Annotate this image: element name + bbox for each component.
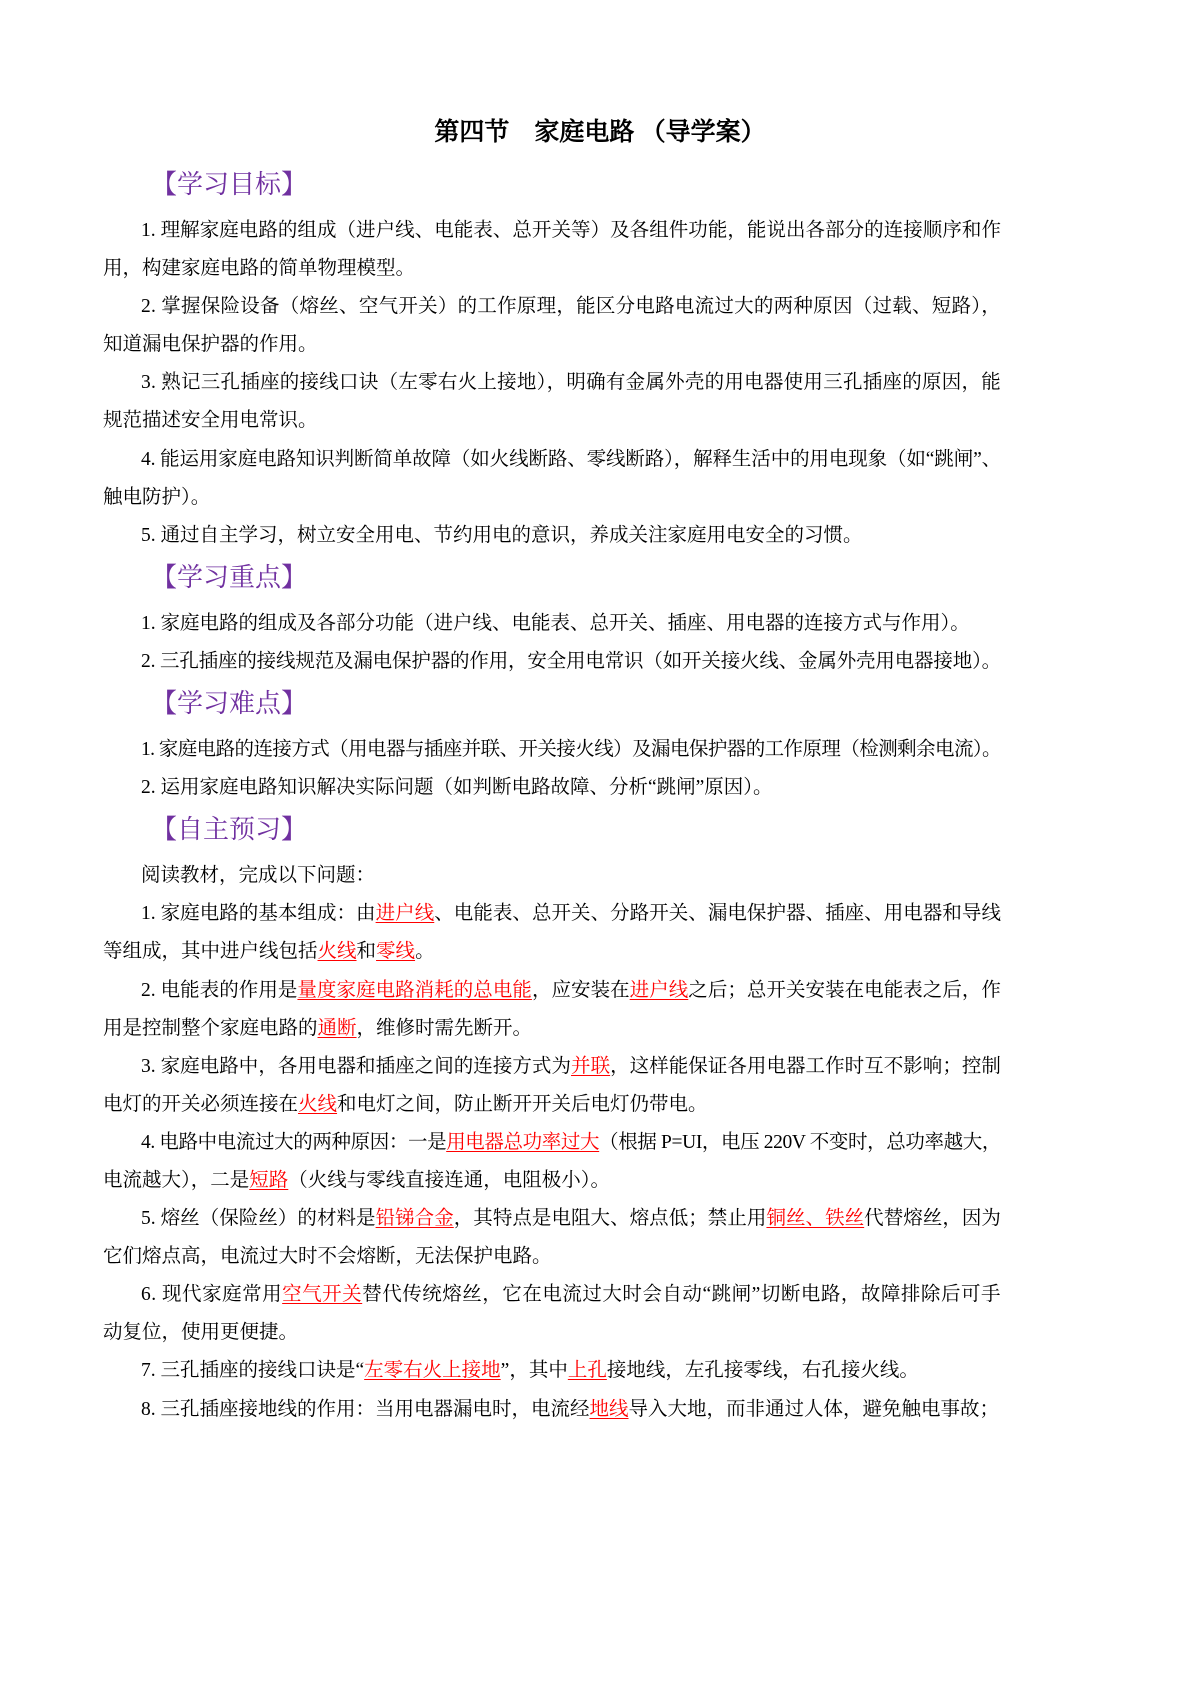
text-run: 代替熔丝，因为: [864, 1208, 1001, 1230]
text-line: [103, 895, 1001, 933]
line-text: [141, 980, 1001, 1001]
text-line: [103, 857, 1001, 895]
text-run: ，维修时需先断开。: [356, 1017, 533, 1039]
line-text: [141, 865, 375, 886]
text-line: [103, 288, 1001, 326]
line-text: [141, 777, 773, 798]
list-item: [103, 212, 1001, 288]
text-run: 5. 熔丝（保险丝）的材料是: [141, 1208, 376, 1230]
text-run: ，其特点是电阻大、熔点低；禁止用: [453, 1208, 767, 1230]
key-points-section: [103, 555, 1001, 681]
section-heading: 【学习难点】: [151, 689, 308, 719]
line-text: [103, 258, 415, 279]
line-text: [141, 613, 970, 634]
answer-blank: 火线: [317, 941, 357, 963]
list-item: [103, 1391, 1001, 1429]
text-run: 4. 能运用家庭电路知识判断简单故障（如火线断路、零线断路），解释生活中的用电现象（如“跳闸”、: [141, 448, 1001, 470]
text-run: 规范描述安全用电常识。: [103, 410, 318, 432]
answer-blank: 用电器总功率过大: [446, 1131, 600, 1153]
answer-blank: 并联: [571, 1055, 611, 1077]
line-text: [141, 651, 1001, 672]
answer-blank: 空气开关: [282, 1284, 363, 1306]
text-run: （火线与零线直接连通，电阻极小）。: [288, 1169, 611, 1191]
list-item: [103, 364, 1001, 440]
text-run: 8. 三孔插座接地线的作用：当用电器漏电时，电流经: [141, 1398, 590, 1420]
line-text: [141, 296, 1001, 317]
text-line: [103, 1086, 1001, 1124]
text-run: 阅读教材，完成以下问题：: [141, 865, 376, 887]
text-run: 5. 通过自主学习，树立安全用电、节约用电的意识，养成关注家庭用电安全的习惯。: [141, 524, 863, 546]
text-line: [103, 972, 1001, 1010]
list-item: [103, 1352, 1001, 1390]
text-run: 7. 三孔插座的接线口诀是“: [141, 1360, 365, 1382]
text-line: [103, 769, 1001, 807]
answer-blank: 铜丝、铁丝: [766, 1208, 865, 1230]
text-run: 3. 熟记三孔插座的接线口诀（左零右火上接地），明确有金属外壳的用电器使用三孔插座的原因，能: [141, 372, 1001, 394]
line-text: [141, 525, 863, 546]
answer-blank: 火线: [298, 1093, 338, 1115]
line-text: [141, 903, 1001, 924]
line-text: [141, 1132, 1001, 1153]
answer-blank: 通断: [317, 1017, 357, 1039]
answer-blank: 进户线: [375, 903, 435, 925]
text-run: 导入大地，而非通过人体，避免触电事故；: [628, 1398, 1000, 1420]
text-line: [103, 1010, 1001, 1048]
text-run: 1. 理解家庭电路的组成（进户线、电能表、总开关等）及各组件功能，能说出各部分的连接顺序和作: [141, 220, 1001, 241]
line-text: [141, 449, 1001, 470]
text-line: [103, 402, 1001, 440]
text-run: 4. 电路中电流过大的两种原因：一是: [141, 1131, 447, 1153]
line-text: [141, 1284, 1001, 1305]
text-line: [103, 933, 1001, 971]
preview-section: [103, 807, 1001, 1428]
text-line: [103, 731, 1001, 769]
line-text: [103, 1246, 552, 1267]
section-heading: 【学习目标】: [151, 170, 308, 199]
text-run: 触电防护）。: [103, 486, 211, 508]
answer-blank: 地线: [589, 1398, 629, 1420]
line-text: [103, 1322, 298, 1343]
text-run: 1. 家庭电路的组成及各部分功能（进户线、电能表、总开关、插座、用电器的连接方式与作用）。: [141, 612, 970, 634]
page-title: 第四节 家庭电路 （导学案）: [434, 119, 766, 146]
section-heading: 【自主预习】: [151, 815, 308, 845]
text-line: [103, 1048, 1001, 1086]
text-run: 1. 家庭电路的基本组成：由: [141, 903, 376, 925]
line-text: [103, 941, 435, 962]
line-text: [103, 1094, 708, 1115]
text-run: 和: [356, 941, 377, 963]
text-line: [103, 517, 1001, 555]
list-item: [103, 1048, 1001, 1124]
text-run: 动复位，使用更便捷。: [103, 1322, 299, 1344]
line-text: [141, 1360, 919, 1381]
text-run: 。: [415, 941, 435, 963]
text-run: 2. 三孔插座的接线规范及漏电保护器的作用，安全用电常识（如开关接火线、金属外壳用电器接地）。: [141, 650, 1001, 672]
answer-blank: 铅锑合金: [375, 1208, 454, 1230]
answer-blank: 进户线: [629, 979, 689, 1001]
list-item: [103, 288, 1001, 364]
line-text: [141, 220, 1001, 241]
text-line: [103, 212, 1001, 250]
text-line: [103, 479, 1001, 517]
text-run: 等组成，其中进户线包括: [103, 941, 318, 963]
line-text: [141, 739, 1001, 760]
text-run: 2. 电能表的作用是: [141, 979, 298, 1001]
difficulties-section: [103, 681, 1001, 807]
text-run: 电流越大），二是: [103, 1169, 250, 1191]
document-body: [103, 162, 1001, 1429]
text-line: [103, 1238, 1001, 1276]
text-line: [103, 1276, 1001, 1314]
text-line: [103, 1391, 1001, 1429]
text-run: 用是控制整个家庭电路的: [103, 1017, 318, 1039]
text-run: 2. 运用家庭电路知识解决实际问题（如判断电路故障、分析“跳闸”原因）。: [141, 777, 773, 799]
text-run: 2. 掌握保险设备（熔丝、空气开关）的工作原理，能区分电路电流过大的两种原因（过载、短路），: [141, 296, 1001, 318]
line-text: [103, 410, 318, 431]
line-text: [103, 334, 318, 355]
text-line: [103, 364, 1001, 402]
list-item: [103, 972, 1001, 1048]
text-line: [103, 441, 1001, 479]
text-run: 接地线，左孔接零线，右孔接火线。: [606, 1360, 919, 1382]
list-item: [103, 1124, 1001, 1200]
answer-blank: 零线: [376, 941, 416, 963]
text-line: [103, 643, 1001, 681]
text-line: [103, 605, 1001, 643]
line-text: [141, 1056, 1001, 1077]
text-run: 和电灯之间，防止断开开关后电灯仍带电。: [337, 1093, 708, 1115]
list-item: [103, 605, 1001, 643]
text-run: （根据 P=UI，电压 220V 不变时，总功率越大，: [599, 1131, 1001, 1153]
section-heading: 【学习重点】: [151, 562, 308, 592]
line-text: [103, 1170, 610, 1191]
list-item: [103, 895, 1001, 971]
objectives-section: [103, 162, 1001, 555]
text-run: 它们熔点高，电流过大时不会熔断，无法保护电路。: [103, 1246, 552, 1268]
text-run: 之后；总开关安装在电能表之后，作: [688, 979, 1001, 1001]
line-text: [141, 372, 1001, 393]
intro-paragraph: [103, 857, 1001, 895]
text-line: [103, 1352, 1001, 1390]
list-item: [103, 731, 1001, 769]
line-text: [103, 487, 210, 508]
text-run: 6. 现代家庭常用: [141, 1284, 283, 1306]
text-run: 、电能表、总开关、分路开关、漏电保护器、插座、用电器和导线: [434, 903, 1001, 925]
line-text: [141, 1399, 999, 1420]
text-run: ，应安装在: [531, 979, 630, 1001]
text-run: 知道漏电保护器的作用。: [103, 334, 318, 356]
text-line: [103, 1162, 1001, 1200]
text-line: [103, 250, 1001, 288]
answer-blank: 短路: [249, 1169, 289, 1191]
text-line: [103, 1314, 1001, 1352]
line-text: [103, 1018, 532, 1039]
line-text: [141, 1208, 1001, 1229]
answer-blank: 左零右火上接地: [364, 1360, 501, 1382]
list-item: [103, 769, 1001, 807]
list-item: [103, 1276, 1001, 1352]
text-line: [103, 326, 1001, 364]
answer-blank: 上孔: [567, 1360, 607, 1382]
list-item: [103, 517, 1001, 555]
text-line: [103, 1200, 1001, 1238]
list-item: [103, 1200, 1001, 1276]
list-item: [103, 643, 1001, 681]
text-run: 用，构建家庭电路的简单物理模型。: [103, 258, 416, 280]
text-run: ”，其中: [500, 1360, 568, 1382]
text-run: 电灯的开关必须连接在: [103, 1093, 299, 1115]
list-item: [103, 441, 1001, 517]
text-run: 3. 家庭电路中，各用电器和插座之间的连接方式为: [141, 1055, 572, 1077]
answer-blank: 量度家庭电路消耗的总电能: [297, 979, 532, 1001]
text-run: 替代传统熔丝，它在电流过大时会自动“跳闸”切断电路，故障排除后可手: [362, 1284, 1001, 1306]
text-run: 1. 家庭电路的连接方式（用电器与插座并联、开关接火线）及漏电保护器的工作原理（检测剩余电流）。: [141, 739, 1001, 761]
text-run: ，这样能保证各用电器工作时互不影响；控制: [610, 1055, 1001, 1077]
text-line: [103, 1124, 1001, 1162]
